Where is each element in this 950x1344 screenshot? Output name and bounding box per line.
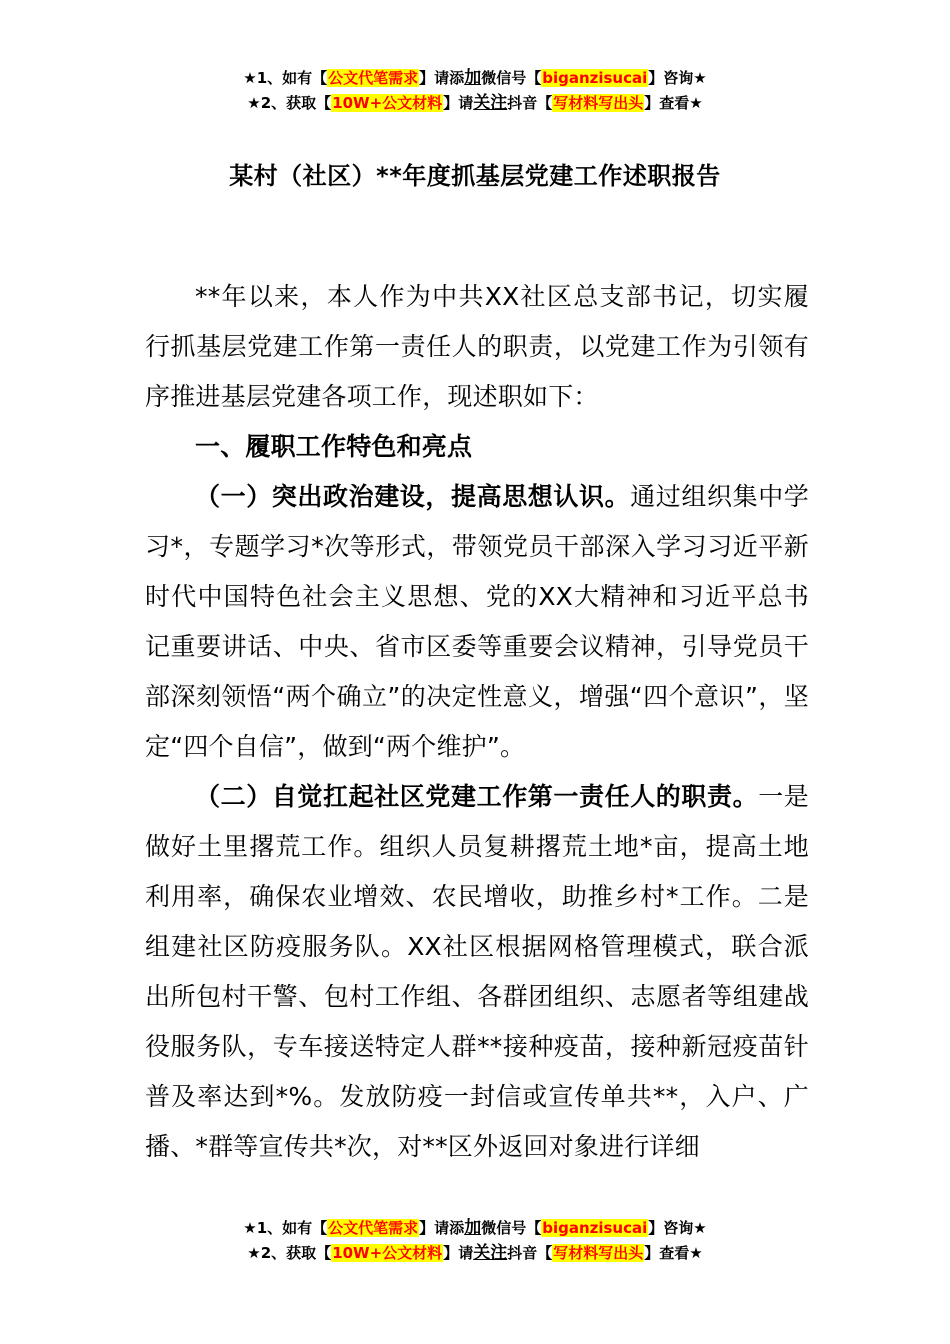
promo-text: 】请	[443, 94, 474, 112]
promo-text: 】请	[443, 1244, 474, 1262]
wechat-id-highlight: biganzisucai	[542, 1219, 648, 1237]
promo-underline-text: 加	[464, 1218, 482, 1238]
item-title: （二）自觉扛起社区党建工作第一责任人的职责。	[195, 782, 759, 811]
item-title: （一）突出政治建设，提高思想认识。	[195, 482, 631, 511]
promo-text: 】咨询★	[648, 1219, 707, 1237]
promo-text: ★2、获取【	[247, 94, 332, 112]
promo-underline-text: 加	[464, 68, 482, 88]
intro-paragraph: **年以来，本人作为中共XX社区总支部书记，切实履行抓基层党建工作第一责任人的职责，以党建工作为引领有序推进基层党建各项工作，现述职如下：	[145, 282, 809, 411]
item-paragraph-1	[145, 472, 809, 772]
promo-text: 】咨询★	[648, 69, 707, 87]
douyin-account-highlight: 写材料写出头	[553, 1244, 644, 1262]
promo-line-1	[0, 66, 950, 91]
promo-line-2	[0, 1241, 950, 1266]
promo-text: 微信号【	[481, 69, 542, 87]
promo-text: 】请添	[419, 1219, 465, 1237]
promo-text: 】查看★	[644, 1244, 703, 1262]
item-body: 一是做好土里撂荒工作。组织人员复耕撂荒土地*亩，提高土地利用率，确保农业增效、农民增收，助推乡村*工作。二是组建社区防疫服务队。XX社区根据网格管理模式，联合派出所包村干警、包村工作组、各群团组织、志愿者等组建战役服务队，专车接送特定人群**接种疫苗，接种新冠疫苗针普及率达到*%。发放防疫一封信或宣传单共**，入户、广播、*群等宣传共*次，对**区外返回对象进行详细	[145, 782, 810, 1161]
promo-banner-top	[0, 66, 950, 116]
promo-highlight: 公文代笔需求	[328, 1219, 419, 1237]
document-body	[145, 272, 809, 1172]
douyin-account-highlight: 写材料写出头	[553, 94, 644, 112]
promo-text: 】请添	[419, 69, 465, 87]
item-body: 通过组织集中学习*，专题学习*次等形式，带领党员干部深入学习习近平新时代中国特色社会主义思想、党的XX大精神和习近平总书记重要讲话、中央、省市区委等重要会议精神，引导党员干部深刻领悟“两个确立”的决定性意义，增强“四个意识”，坚定“四个自信”，做到“两个维护”。	[145, 482, 810, 761]
promo-highlight: 10W+公文材料	[332, 94, 443, 112]
promo-text: 抖音【	[507, 94, 553, 112]
promo-underline-text: 关注	[473, 93, 508, 113]
promo-text: ★2、获取【	[247, 1244, 332, 1262]
promo-text: 】查看★	[644, 94, 703, 112]
promo-highlight: 公文代笔需求	[328, 69, 419, 87]
promo-line-2	[0, 91, 950, 116]
promo-banner-bottom	[0, 1216, 950, 1266]
promo-underline-text: 关注	[473, 1243, 508, 1263]
wechat-id-highlight: biganzisucai	[542, 69, 648, 87]
promo-highlight: 10W+公文材料	[332, 1244, 443, 1262]
document-title: 某村（社区）**年度抓基层党建工作述职报告	[229, 162, 721, 190]
promo-text: ★1、如有【	[243, 1219, 328, 1237]
promo-text: 抖音【	[507, 1244, 553, 1262]
section-heading: 一、履职工作特色和亮点	[195, 432, 473, 461]
promo-text: ★1、如有【	[243, 69, 328, 87]
promo-line-1	[0, 1216, 950, 1241]
promo-text: 微信号【	[481, 1219, 542, 1237]
item-paragraph-2	[145, 772, 809, 1172]
